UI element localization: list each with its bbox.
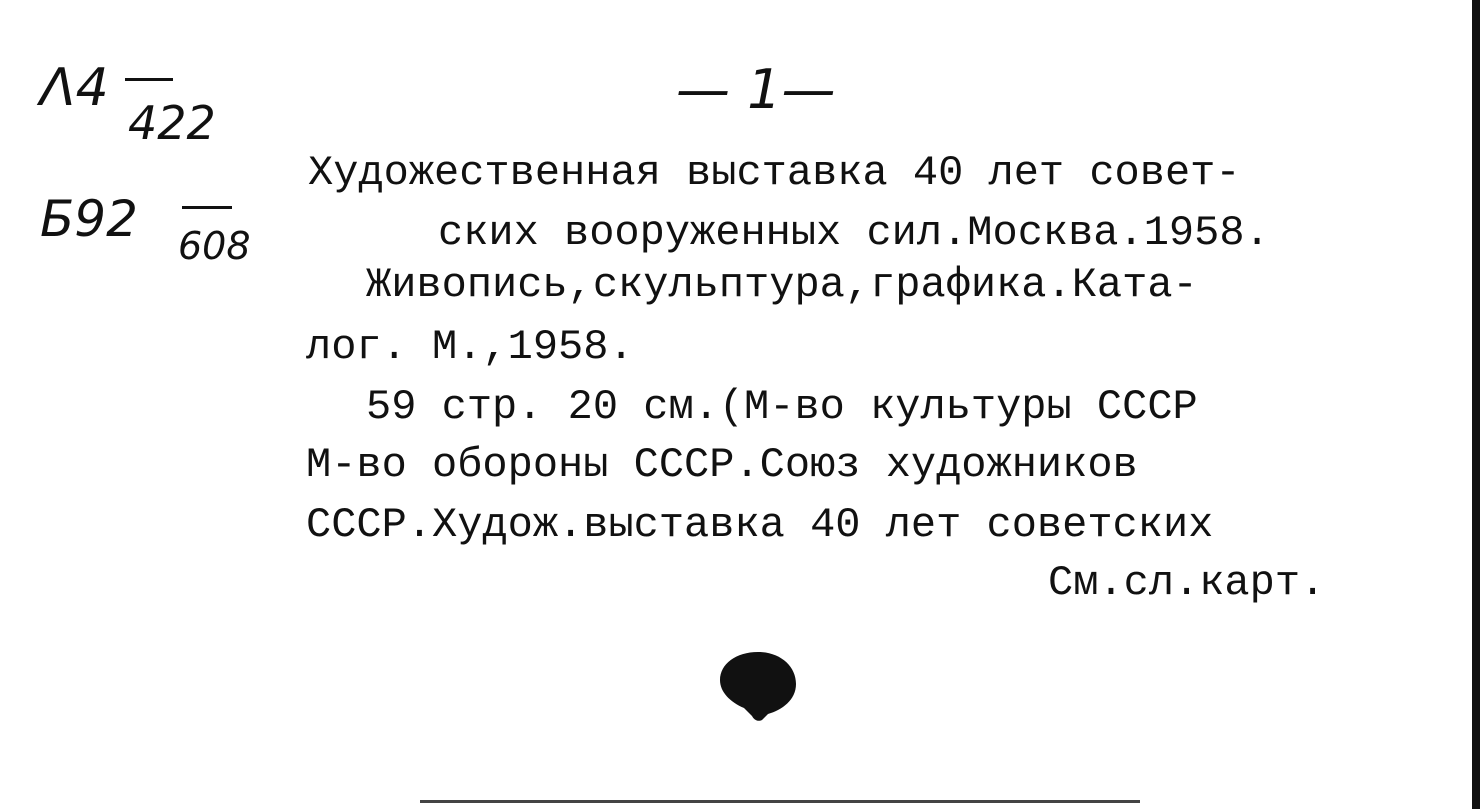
page-marker: — 1— bbox=[676, 58, 836, 121]
call-number-top-bar bbox=[125, 78, 173, 81]
call-number-bottom: Б92 bbox=[40, 190, 138, 248]
card-line-4: лог. М.,1958. bbox=[306, 323, 634, 371]
call-number-top: Λ4 bbox=[40, 58, 109, 118]
card-edge bbox=[1472, 0, 1480, 809]
card-line-2: ских вооруженных сил.Москва.1958. bbox=[438, 209, 1270, 257]
card-line-6: М-во обороны СССР.Союз художников bbox=[306, 441, 1138, 489]
call-number-bottom-sub: 608 bbox=[178, 224, 251, 268]
card-line-5: 59 стр. 20 см.(М-во культуры СССР bbox=[366, 383, 1198, 431]
bottom-rule bbox=[420, 800, 1140, 803]
card-line-1: Художественная выставка 40 лет совет- bbox=[308, 149, 1241, 197]
call-number-top-sub: 422 bbox=[128, 96, 216, 150]
card-line-3: Живопись,скульптура,графика.Ката- bbox=[366, 261, 1198, 309]
card-line-8: См.сл.карт. bbox=[1048, 559, 1326, 607]
card-line-7: СССР.Худож.выставка 40 лет советских bbox=[306, 501, 1214, 549]
call-number-bottom-bar bbox=[182, 206, 232, 209]
punch-hole-icon bbox=[718, 650, 798, 722]
